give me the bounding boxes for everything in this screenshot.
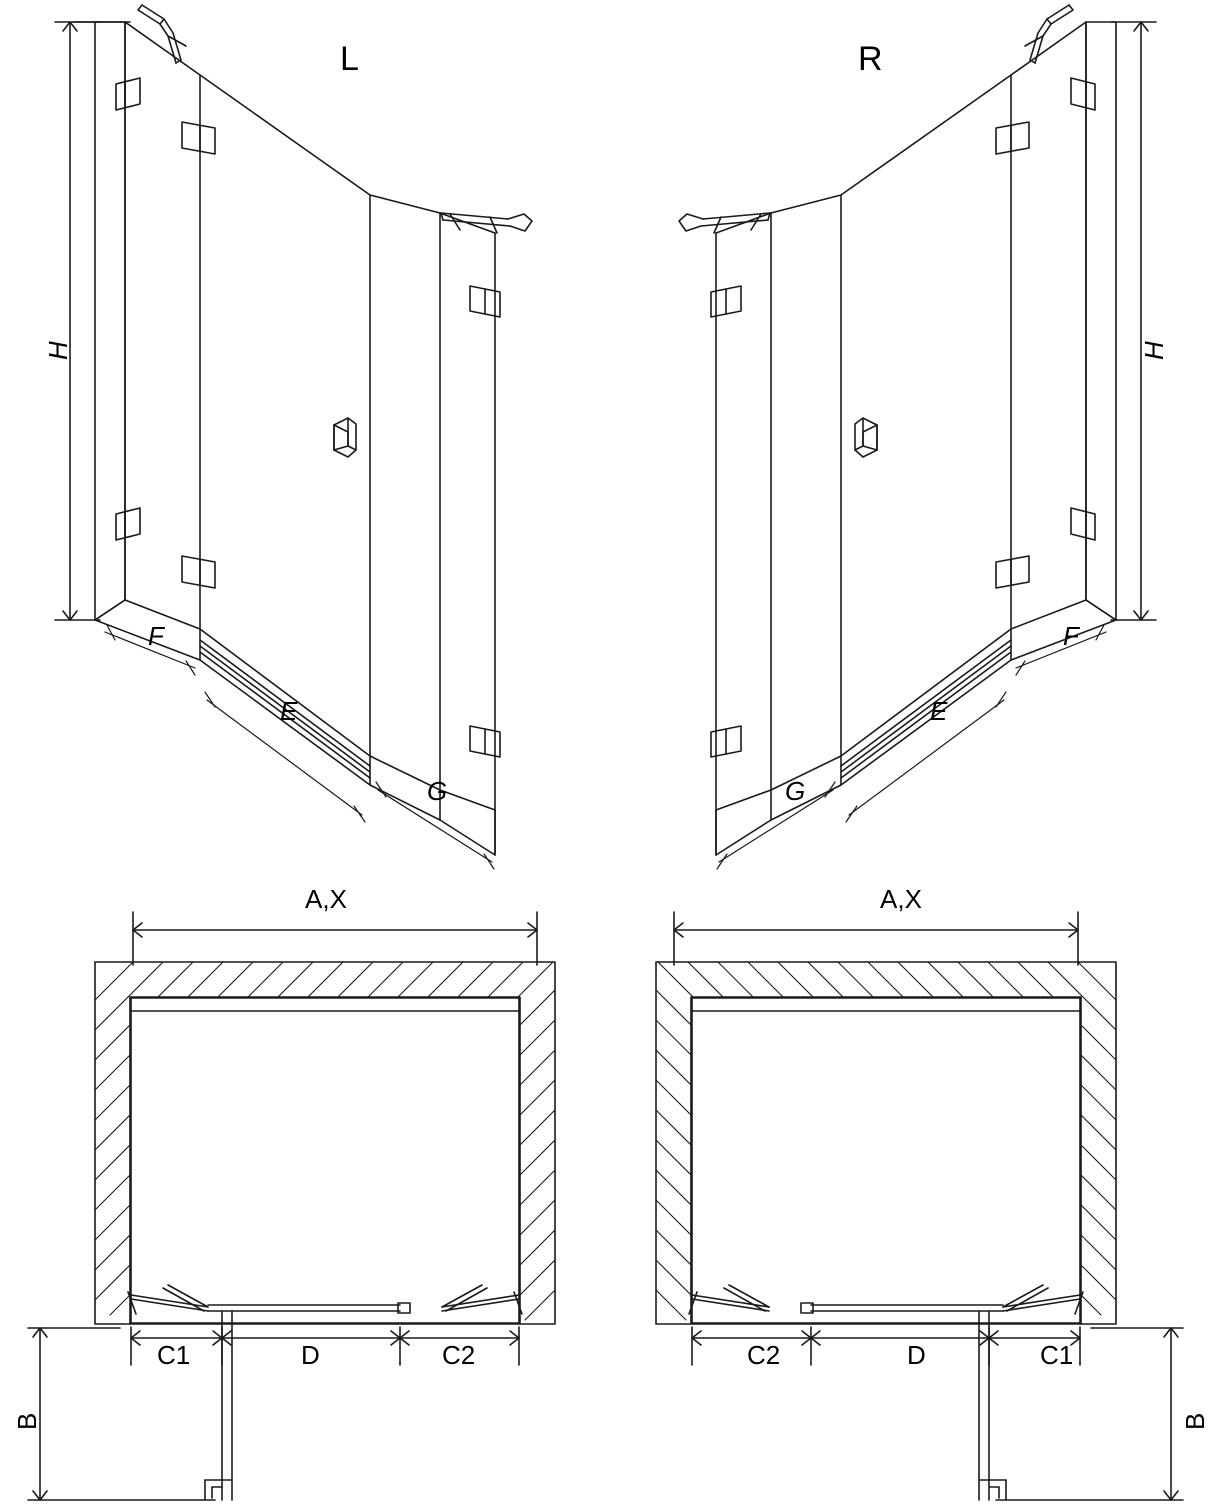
variant-label-left: L [340, 40, 359, 78]
dim-label-e-left: E [280, 696, 298, 726]
plan-left-geometry [28, 912, 555, 1500]
perspective-right-geometry [679, 5, 1156, 869]
plan-right-geometry [656, 912, 1183, 1500]
dim-label-g-left: G [427, 776, 448, 806]
dim-label-f-right: F [1063, 621, 1079, 651]
perspective-left-geometry [55, 5, 532, 869]
dim-label-d-right: D [907, 1340, 926, 1370]
dim-label-ax-left: A,X [305, 884, 347, 914]
dim-label-b-left: B [12, 1412, 42, 1430]
dim-label-h-left: H [43, 341, 73, 360]
dim-label-h-right: H [1139, 341, 1169, 360]
dim-label-e-right: E [930, 696, 948, 726]
dim-label-c2-right: C2 [747, 1340, 781, 1370]
dim-label-b-right: B [1180, 1412, 1210, 1430]
dim-label-ax-right: A,X [880, 884, 922, 914]
dim-label-c1-right: C1 [1040, 1340, 1074, 1370]
dim-label-f-left: F [148, 621, 164, 651]
dim-label-c2-left: C2 [442, 1340, 476, 1370]
variant-label-right: R [858, 40, 883, 78]
dim-label-c1-left: C1 [157, 1340, 191, 1370]
dim-label-d-left: D [301, 1340, 320, 1370]
dim-label-g-right: G [785, 776, 806, 806]
